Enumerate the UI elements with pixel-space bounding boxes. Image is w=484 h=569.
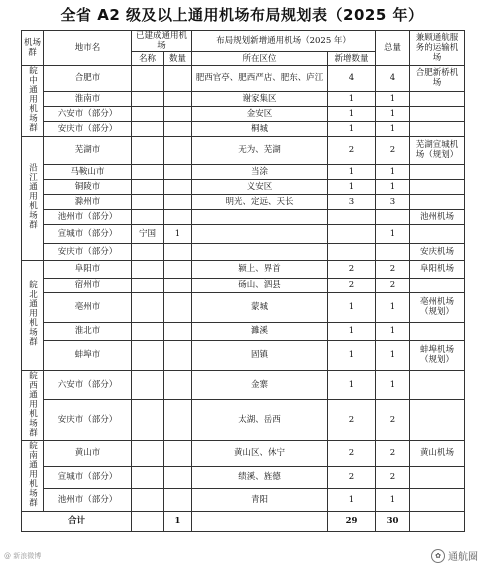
cell-total: 1 — [376, 322, 410, 340]
cell-transport: 阜阳机场 — [410, 260, 465, 278]
cell-city: 马鞍山市 — [44, 164, 132, 179]
cell-district: 明光、定远、天长 — [192, 194, 328, 209]
cell-built-count — [164, 278, 192, 292]
group-name-cell — [22, 136, 44, 260]
cell-transport — [410, 322, 465, 340]
table-row — [22, 466, 465, 489]
cell-built-name — [132, 278, 164, 292]
cell-total: 3 — [376, 194, 410, 209]
cell-district — [192, 243, 328, 260]
cell-transport — [410, 91, 465, 106]
tonghangquan-watermark — [431, 548, 478, 563]
table-row — [22, 66, 465, 92]
cell-built-name — [132, 466, 164, 489]
airport-plan-table — [21, 30, 465, 532]
cell-district: 砀山、泗县 — [192, 278, 328, 292]
cell-new-count — [328, 243, 376, 260]
cell-built-name — [132, 340, 164, 370]
cell-built-name — [132, 106, 164, 121]
cell-city: 池州市（部分） — [44, 209, 132, 224]
table-row — [22, 322, 465, 340]
cell-total: 1 — [376, 121, 410, 136]
cell-built-name — [132, 399, 164, 440]
cell-transport — [410, 370, 465, 399]
page-title: 全省 A2 级及以上通用机场布局规划表（2025 年） — [60, 6, 424, 24]
cell-transport — [410, 489, 465, 512]
cell-city: 蚌埠市 — [44, 340, 132, 370]
cell-built-count — [164, 260, 192, 278]
table-row — [22, 91, 465, 106]
header-plan: 布局规划新增通用机场（2025 年） — [192, 31, 376, 52]
cell-new-count: 1 — [328, 292, 376, 322]
cell-district: 绩溪、旌德 — [192, 466, 328, 489]
cell-transport — [410, 121, 465, 136]
cell-city: 淮南市 — [44, 91, 132, 106]
cell-transport: 池州机场 — [410, 209, 465, 224]
cell-district: 金安区 — [192, 106, 328, 121]
cell-built-count — [164, 179, 192, 194]
cell-built-name — [132, 260, 164, 278]
cell-built-count — [164, 441, 192, 467]
cell-district: 黄山区、休宁 — [192, 441, 328, 467]
cell-built-name — [132, 91, 164, 106]
cell-district: 桐城 — [192, 121, 328, 136]
table-row — [22, 224, 465, 243]
table-row — [22, 136, 465, 164]
group-name-cell — [22, 441, 44, 512]
totals-built-count: 1 — [164, 511, 192, 531]
cell-total: 2 — [376, 466, 410, 489]
wechat-icon: ✿ — [431, 549, 445, 563]
cell-total: 1 — [376, 106, 410, 121]
cell-built-count — [164, 209, 192, 224]
header-built-count: 数量 — [164, 52, 192, 66]
cell-total: 4 — [376, 66, 410, 92]
cell-transport — [410, 466, 465, 489]
cell-transport: 亳州机场（规划） — [410, 292, 465, 322]
totals-row — [22, 511, 465, 531]
cell-district: 蒙城 — [192, 292, 328, 322]
header-new-count: 新增数量 — [328, 52, 376, 66]
cell-built-name — [132, 292, 164, 322]
cell-total: 1 — [376, 91, 410, 106]
cell-city: 合肥市 — [44, 66, 132, 92]
cell-district: 青阳 — [192, 489, 328, 512]
cell-district: 颍上、界首 — [192, 260, 328, 278]
header-group: 机场群 — [22, 31, 44, 66]
cell-new-count: 4 — [328, 66, 376, 92]
cell-total — [376, 209, 410, 224]
cell-transport — [410, 106, 465, 121]
cell-total: 1 — [376, 224, 410, 243]
totals-total: 30 — [376, 511, 410, 531]
totals-district — [192, 511, 328, 531]
cell-city: 宣城市（部分） — [44, 466, 132, 489]
header-transport: 兼顾通航服务的运输机场 — [410, 31, 465, 66]
cell-city: 淮北市 — [44, 322, 132, 340]
table-row — [22, 194, 465, 209]
table-row — [22, 340, 465, 370]
cell-built-name — [132, 370, 164, 399]
cell-transport: 安庆机场 — [410, 243, 465, 260]
cell-new-count: 1 — [328, 179, 376, 194]
totals-transport — [410, 511, 465, 531]
cell-total: 2 — [376, 260, 410, 278]
cell-city: 亳州市 — [44, 292, 132, 322]
cell-city: 宿州市 — [44, 278, 132, 292]
group-name-cell — [22, 66, 44, 137]
header-total: 总量 — [376, 31, 410, 66]
cell-built-count: 1 — [164, 224, 192, 243]
group-name: 沿江通用机场群 — [27, 163, 38, 230]
cell-built-count — [164, 466, 192, 489]
cell-total: 2 — [376, 278, 410, 292]
tonghangquan-label: 通航圈 — [448, 552, 478, 563]
cell-city: 池州市（部分） — [44, 489, 132, 512]
cell-new-count: 2 — [328, 278, 376, 292]
cell-transport — [410, 164, 465, 179]
cell-built-name — [132, 489, 164, 512]
cell-new-count: 1 — [328, 370, 376, 399]
totals-new-count: 29 — [328, 511, 376, 531]
cell-district: 固镇 — [192, 340, 328, 370]
cell-transport: 芜湖宣城机场（规划） — [410, 136, 465, 164]
cell-total: 1 — [376, 179, 410, 194]
cell-district: 太湖、岳西 — [192, 399, 328, 440]
table-body — [22, 66, 465, 512]
header-district: 所在区位 — [192, 52, 328, 66]
cell-built-count — [164, 243, 192, 260]
table-row — [22, 164, 465, 179]
cell-built-name: 宁国 — [132, 224, 164, 243]
cell-total: 2 — [376, 399, 410, 440]
cell-built-count — [164, 106, 192, 121]
group-name: 皖北通用机场群 — [27, 280, 38, 347]
cell-transport: 合肥新桥机场 — [410, 66, 465, 92]
cell-new-count: 1 — [328, 340, 376, 370]
cell-total: 2 — [376, 441, 410, 467]
cell-built-name — [132, 136, 164, 164]
cell-built-count — [164, 194, 192, 209]
cell-transport: 黄山机场 — [410, 441, 465, 467]
cell-district: 金寨 — [192, 370, 328, 399]
cell-new-count: 3 — [328, 194, 376, 209]
cell-new-count: 2 — [328, 441, 376, 467]
cell-transport — [410, 194, 465, 209]
cell-built-name — [132, 194, 164, 209]
table-row — [22, 441, 465, 467]
table-row — [22, 179, 465, 194]
cell-district: 濉溪 — [192, 322, 328, 340]
cell-built-name — [132, 243, 164, 260]
cell-transport — [410, 224, 465, 243]
cell-city: 黄山市 — [44, 441, 132, 467]
cell-built-count — [164, 121, 192, 136]
cell-new-count: 1 — [328, 121, 376, 136]
group-name: 皖南通用机场群 — [27, 441, 38, 508]
cell-built-count — [164, 399, 192, 440]
cell-new-count: 1 — [328, 106, 376, 121]
cell-new-count: 1 — [328, 489, 376, 512]
cell-new-count: 1 — [328, 322, 376, 340]
header-built-name: 名称 — [132, 52, 164, 66]
group-name: 皖西通用机场群 — [27, 370, 38, 437]
cell-built-name — [132, 209, 164, 224]
cell-total: 1 — [376, 370, 410, 399]
cell-city: 芜湖市 — [44, 136, 132, 164]
cell-new-count: 1 — [328, 91, 376, 106]
totals-label: 合计 — [22, 511, 132, 531]
cell-district: 义安区 — [192, 179, 328, 194]
cell-total: 2 — [376, 136, 410, 164]
cell-transport — [410, 399, 465, 440]
cell-built-count — [164, 91, 192, 106]
table-row — [22, 278, 465, 292]
table-row — [22, 370, 465, 399]
cell-total: 1 — [376, 340, 410, 370]
totals-built-name — [132, 511, 164, 531]
cell-built-count — [164, 136, 192, 164]
cell-built-name — [132, 121, 164, 136]
cell-transport: 蚌埠机场（规划） — [410, 340, 465, 370]
cell-built-count — [164, 66, 192, 92]
cell-district: 谢家集区 — [192, 91, 328, 106]
cell-city: 阜阳市 — [44, 260, 132, 278]
table-row — [22, 121, 465, 136]
table-row — [22, 209, 465, 224]
cell-city: 安庆市（部分） — [44, 121, 132, 136]
group-name: 皖中通用机场群 — [27, 66, 38, 133]
cell-district — [192, 209, 328, 224]
cell-new-count: 2 — [328, 466, 376, 489]
cell-city: 铜陵市 — [44, 179, 132, 194]
table-row — [22, 106, 465, 121]
cell-new-count — [328, 224, 376, 243]
cell-total: 1 — [376, 292, 410, 322]
cell-total: 1 — [376, 489, 410, 512]
table-row — [22, 243, 465, 260]
cell-built-count — [164, 164, 192, 179]
cell-city: 安庆市（部分） — [44, 399, 132, 440]
cell-city: 六安市（部分） — [44, 106, 132, 121]
cell-new-count: 2 — [328, 260, 376, 278]
group-name-cell — [22, 370, 44, 441]
cell-built-name — [132, 179, 164, 194]
cell-district: 无为、芜湖 — [192, 136, 328, 164]
cell-city: 宣城市（部分） — [44, 224, 132, 243]
table-row — [22, 292, 465, 322]
header-built: 已建成通用机场 — [132, 31, 192, 52]
cell-city: 六安市（部分） — [44, 370, 132, 399]
cell-new-count — [328, 209, 376, 224]
cell-transport — [410, 179, 465, 194]
cell-built-count — [164, 370, 192, 399]
cell-built-name — [132, 441, 164, 467]
table-row — [22, 489, 465, 512]
header-city: 地市名 — [44, 31, 132, 66]
cell-city: 滁州市 — [44, 194, 132, 209]
cell-new-count: 2 — [328, 399, 376, 440]
table-row — [22, 260, 465, 278]
cell-built-name — [132, 164, 164, 179]
cell-built-count — [164, 340, 192, 370]
cell-total — [376, 243, 410, 260]
group-name-cell — [22, 260, 44, 370]
cell-built-name — [132, 66, 164, 92]
cell-district: 当涂 — [192, 164, 328, 179]
cell-total: 1 — [376, 164, 410, 179]
table-row — [22, 399, 465, 440]
weibo-watermark: @ 新浪微博 — [4, 552, 42, 560]
cell-district: 肥西官亭、肥西严店、肥东、庐江 — [192, 66, 328, 92]
cell-transport — [410, 278, 465, 292]
cell-built-count — [164, 292, 192, 322]
cell-city: 安庆市（部分） — [44, 243, 132, 260]
cell-district — [192, 224, 328, 243]
cell-new-count: 2 — [328, 136, 376, 164]
cell-new-count: 1 — [328, 164, 376, 179]
cell-built-count — [164, 322, 192, 340]
cell-built-name — [132, 322, 164, 340]
cell-built-count — [164, 489, 192, 512]
